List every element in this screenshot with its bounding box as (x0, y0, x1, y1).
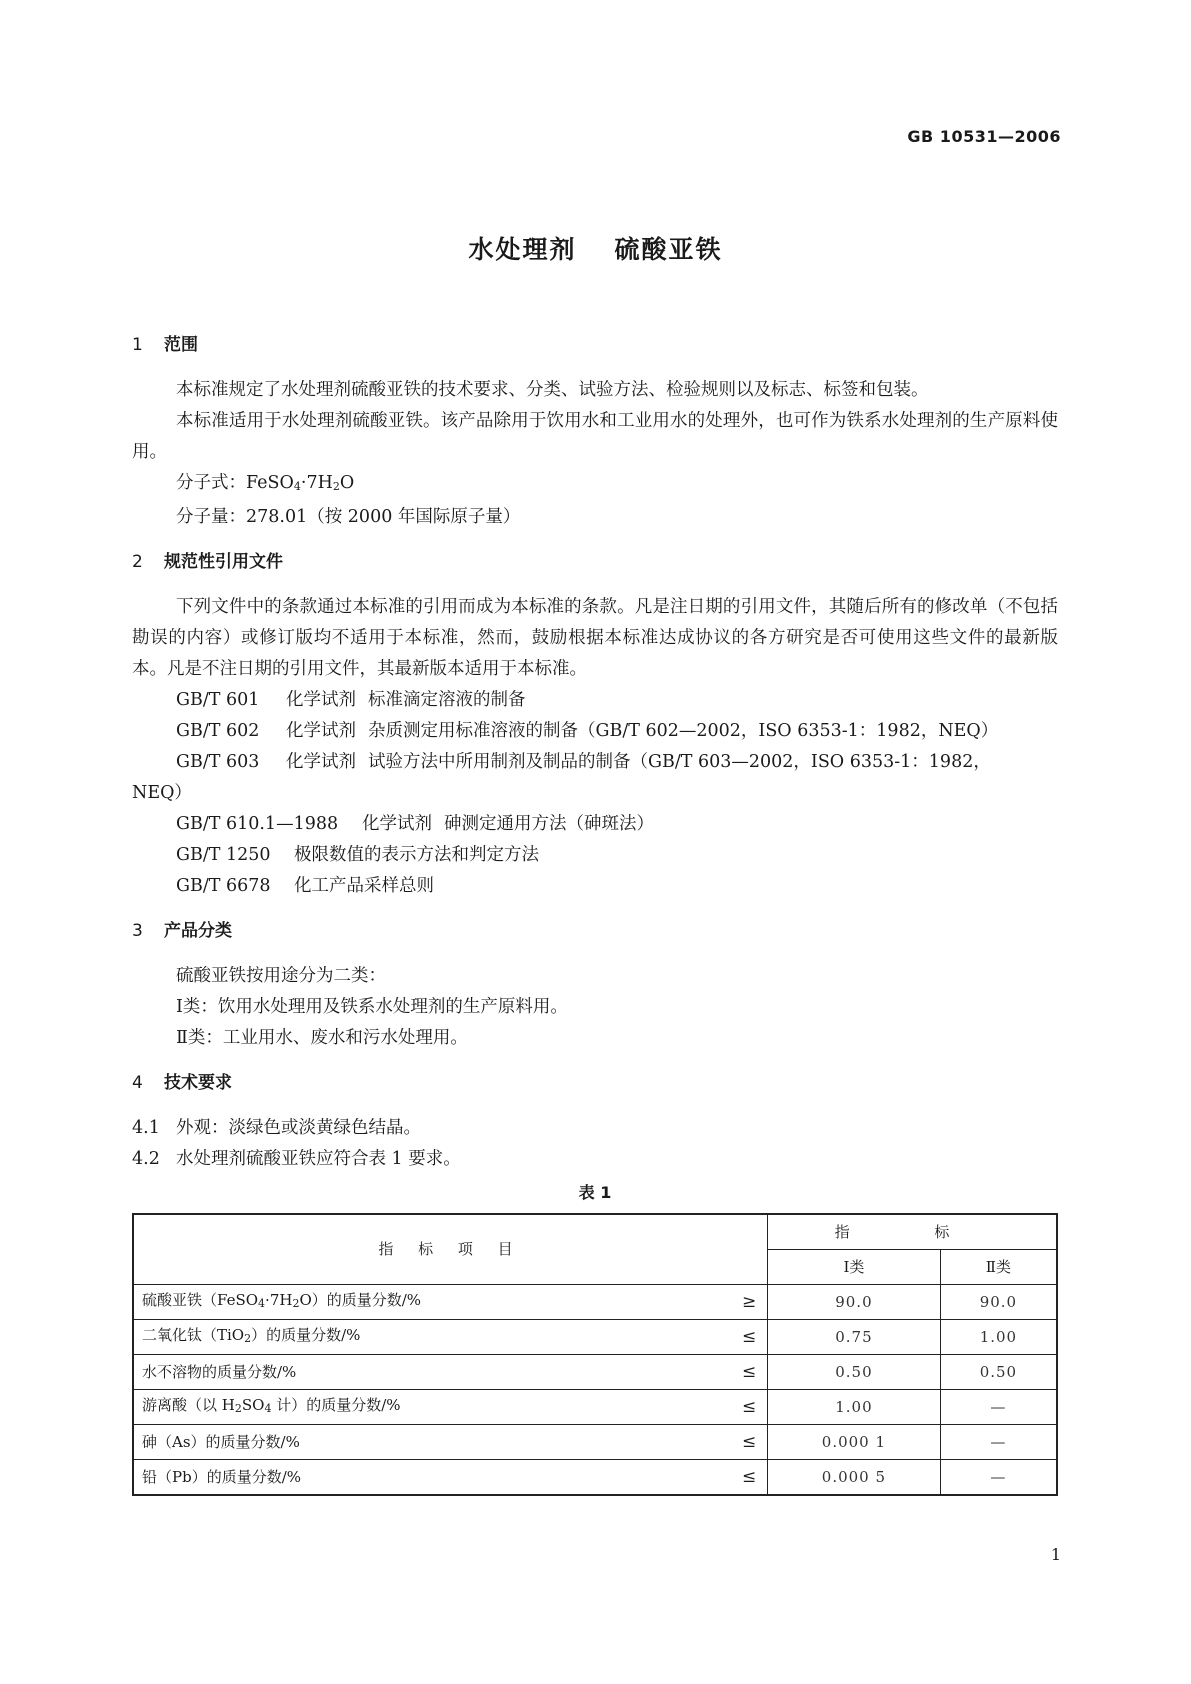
table-row (133, 1390, 1057, 1425)
table-row (133, 1425, 1057, 1460)
row-operator: ≤ (731, 1460, 768, 1496)
row-operator: ≤ (731, 1425, 768, 1460)
header-index: 指 标 (768, 1214, 1057, 1250)
class-2: Ⅱ类：工业用水、废水和污水处理用。 (176, 1028, 468, 1048)
specification-table (132, 1213, 1058, 1496)
row-operator: ≤ (731, 1390, 768, 1425)
row-operator: ≥ (731, 1285, 768, 1320)
reference-item: GB/T 1250 极限数值的表示方法和判定方法 (176, 845, 539, 865)
row-value-class-2: — (940, 1390, 1057, 1425)
reference-item-continuation: NEQ） (132, 783, 192, 803)
section-2-heading: 2 规范性引用文件 (132, 552, 283, 572)
section-4-heading: 4 技术要求 (132, 1073, 232, 1093)
section-1-heading: 1 范围 (132, 335, 198, 355)
reference-item: GB/T 603 化学试剂 试验方法中所用制剂及制品的制备（GB/T 603—2002，ISO 6353-1：1982， (176, 752, 991, 772)
row-value-class-1: 0.000 5 (768, 1460, 941, 1496)
reference-item: GB/T 610.1—1988 化学试剂 砷测定通用方法（砷斑法） (176, 814, 654, 834)
clause-4-2: 4.2 水处理剂硫酸亚铁应符合表 1 要求。 (132, 1149, 461, 1169)
row-item: 硫酸亚铁（FeSO4·7H2O）的质量分数/% (133, 1285, 731, 1320)
row-value-class-2: 0.50 (940, 1355, 1057, 1390)
document-body (132, 330, 1058, 1496)
row-value-class-2: — (940, 1425, 1057, 1460)
row-item: 二氧化钛（TiO2）的质量分数/% (133, 1320, 731, 1355)
title-part-1: 水处理剂 (468, 235, 577, 264)
header-item: 指 标 项 目 (133, 1214, 768, 1285)
row-value-class-2: 90.0 (940, 1285, 1057, 1320)
clause-4-1: 4.1 外观：淡绿色或淡黄绿色结晶。 (132, 1118, 421, 1138)
title-part-2: 硫酸亚铁 (614, 235, 723, 264)
molecular-mass: 分子量：278.01（按 2000 年国际原子量） (176, 507, 521, 527)
table-header-row (133, 1214, 1057, 1250)
table-row (133, 1320, 1057, 1355)
row-value-class-1: 0.000 1 (768, 1425, 941, 1460)
molecular-formula: 分子式：FeSO4·7H2O (176, 473, 355, 493)
reference-item: GB/T 602 化学试剂 杂质测定用标准溶液的制备（GB/T 602—2002，ISO 6353-1：1982，NEQ） (176, 721, 999, 741)
header-class-1: Ⅰ类 (768, 1250, 941, 1285)
page-number: 1 (1050, 1545, 1061, 1564)
row-value-class-1: 1.00 (768, 1390, 941, 1425)
row-operator: ≤ (731, 1355, 768, 1390)
row-value-class-1: 0.50 (768, 1355, 941, 1390)
scope-paragraph-1: 本标准规定了水处理剂硫酸亚铁的技术要求、分类、试验方法、检验规则以及标志、标签和包装。 (176, 380, 929, 400)
class-1: Ⅰ类：饮用水处理用及铁系水处理剂的生产原料用。 (176, 997, 568, 1017)
scope-paragraph-2: 本标准适用于水处理剂硫酸亚铁。该产品除用于饮用水和工业用水的处理外，也可作为铁系水处理剂的生产原料使用。 (132, 411, 1058, 462)
row-value-class-2: 1.00 (940, 1320, 1057, 1355)
section-3-heading: 3 产品分类 (132, 921, 232, 941)
row-item: 砷（As）的质量分数/% (133, 1425, 731, 1460)
row-item: 水不溶物的质量分数/% (133, 1355, 731, 1390)
row-value-class-1: 90.0 (768, 1285, 941, 1320)
reference-item: GB/T 601 化学试剂 标准滴定溶液的制备 (176, 690, 526, 710)
table-row (133, 1355, 1057, 1390)
row-item: 铅（Pb）的质量分数/% (133, 1460, 731, 1496)
references-intro: 下列文件中的条款通过本标准的引用而成为本标准的条款。凡是注日期的引用文件，其随后所有的修改单（不包括勘误的内容）或修订版均不适用于本标准，然而，鼓励根据本标准达成协议的各方研究是否可使用这些文件的最新版本。凡是不注日期的引用文件，其最新版本适用于本标准。 (132, 597, 1058, 679)
header-class-2: Ⅱ类 (940, 1250, 1057, 1285)
classification-intro: 硫酸亚铁按用途分为二类： (176, 966, 386, 986)
row-operator: ≤ (731, 1320, 768, 1355)
table-row (133, 1460, 1057, 1496)
document-title (0, 230, 1191, 266)
table-caption: 表 1 (578, 1183, 612, 1202)
row-item: 游离酸（以 H2SO4 计）的质量分数/% (133, 1390, 731, 1425)
standard-number: GB 10531—2006 (907, 127, 1061, 146)
table-row (133, 1285, 1057, 1320)
row-value-class-1: 0.75 (768, 1320, 941, 1355)
reference-item: GB/T 6678 化工产品采样总则 (176, 876, 434, 896)
row-value-class-2: — (940, 1460, 1057, 1496)
